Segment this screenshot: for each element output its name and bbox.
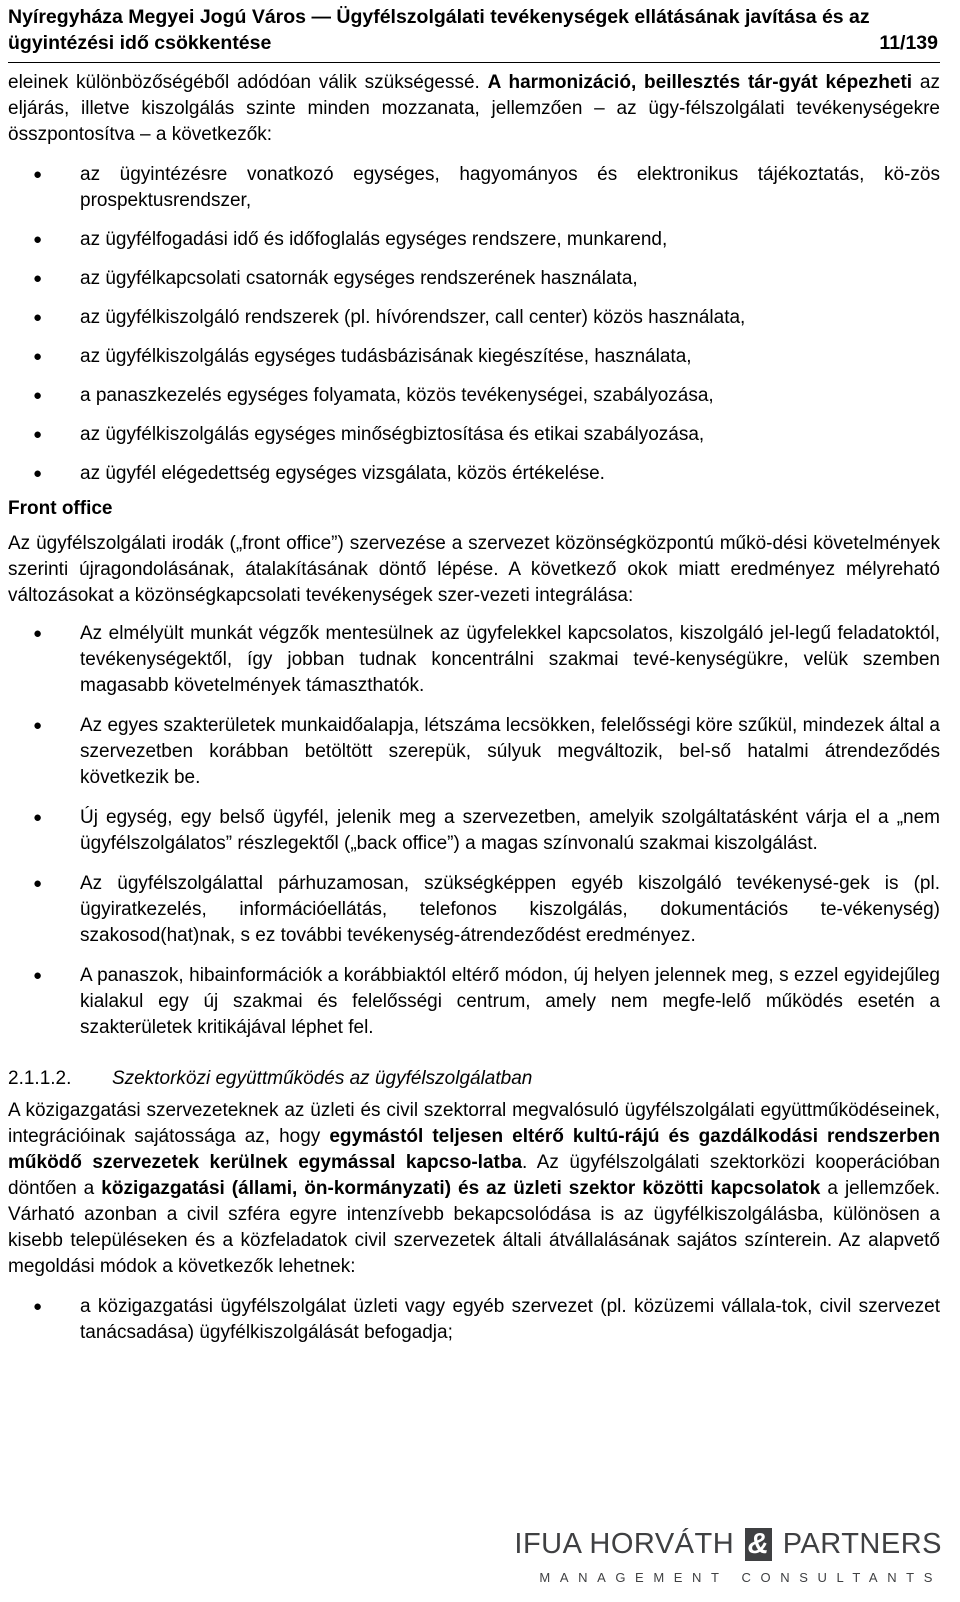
list-item-text: az ügyfélkapcsolati csatornák egységes rendszerének használata, <box>80 268 638 289</box>
list-item <box>8 621 940 699</box>
subsection-text-2: . Az ügyfélszolgálati szektorközi kooperációban döntően a <box>8 1152 940 1199</box>
subsection-number: 2.1.1.2. <box>8 1068 72 1089</box>
bullet-icon: ● <box>33 270 43 287</box>
list-item <box>8 162 940 214</box>
logo-ampersand: & <box>745 1528 772 1561</box>
bullet-icon: ● <box>33 426 43 443</box>
subsection-heading <box>8 1066 940 1092</box>
list-item-text: a közigazgatási ügyfélszolgálat üzleti vagy egyéb szervezet (pl. közüzemi vállala-tok, civil szervezet tanácsadása) ügyfélkiszolgálását befogadja; <box>80 1296 940 1343</box>
list-item <box>8 805 940 857</box>
bullet-icon: ● <box>33 387 43 404</box>
intro-bold-text: A harmonizáció, beillesztés tár-gyát képezheti <box>487 72 913 93</box>
list-item <box>8 305 940 331</box>
header-title-line-2: ügyintézési idő csökkentése <box>8 32 272 54</box>
logo-name-part-1: IFUA HORVÁTH <box>514 1528 735 1560</box>
logo-tagline: MANAGEMENT CONSULTANTS <box>539 1570 942 1585</box>
list-item-text: Az ügyfélszolgálattal párhuzamosan, szükségképpen egyéb kiszolgáló tevékenysé-gek is (pl. ügyiratkezelés, információellátás, telefonos kiszolgálás, dokumentációs te-vékenység) szakosod(hat)nak, s ez további tevékenység-átrendeződést eredményez. <box>80 873 940 946</box>
subsection-bold-2: közigazgatási (állami, ön-kormányzati) és az üzleti szektor közötti kapcsolatok <box>101 1178 821 1199</box>
bullet-icon: ● <box>33 309 43 326</box>
subsection-text-3: a jellemzőek. Várható azonban a civil szféra egyre intenzívebb bekapcsolódása is az ügyfélkiszolgálásba, különösen a kisebb településeken és a közfeladatok civil szervezetek általi átvállalásának sajátos színterein. Az alapvető megoldási módok a következők lehetnek: <box>8 1178 940 1277</box>
list-item <box>8 713 940 791</box>
header-title-line-1: Nyíregyháza Megyei Jogú Város — Ügyfélszolgálati tevékenységek ellátásának javítása és az <box>8 6 870 28</box>
list-item <box>8 422 940 448</box>
intro-text-2: az eljárás, illetve kiszolgálás szinte minden mozzanata, jellemzően – az ügy-félszolgálati tevékenységekre összpontosítva – a következők: <box>8 72 940 145</box>
intro-text-1: eleinek különbözőségéből adódóan válik szükségessé. <box>8 72 488 93</box>
list-item-text: A panaszok, hibainformációk a korábbiaktól eltérő módon, új helyen jelennek meg, s ezzel egyidejűleg kialakul egy új szakmai és felelősségi centrum, amely nem megfe-lelő működés esetén a szakterületek kritikájával léphet fel. <box>80 965 940 1038</box>
page-body <box>8 70 940 1346</box>
list-item-text: az ügyfélkiszolgáló rendszerek (pl. hívórendszer, call center) közös használata, <box>80 307 746 328</box>
page-header <box>8 4 940 63</box>
list-item <box>8 266 940 292</box>
list-item <box>8 461 940 487</box>
list-item <box>8 383 940 409</box>
bullet-icon: ● <box>33 967 43 984</box>
list-item-text: az ügyfél elégedettség egységes vizsgálata, közös értékelése. <box>80 463 605 484</box>
list-item-text: a panaszkezelés egységes folyamata, közös tevékenységei, szabályozása, <box>80 385 714 406</box>
list-item <box>8 227 940 253</box>
list-item-text: az ügyfélkiszolgálás egységes minőségbiztosítása és etikai szabályozása, <box>80 424 705 445</box>
bullet-icon: ● <box>33 809 43 826</box>
front-office-paragraph: Az ügyfélszolgálati irodák („front office”) szervezése a szervezet közönségközpontú műkö-dési követelmények szerinti újragondolásának, átalakításának döntő lépése. A következő okok miatt eredményez mélyreható változásokat a közönségkapcsolati tevékenységek szer-vezeti integrálása: <box>8 533 940 606</box>
bullet-icon: ● <box>33 875 43 892</box>
logo-wordmark <box>514 1528 942 1561</box>
list-item-text: Az elmélyült munkát végzők mentesülnek az ügyfelekkel kapcsolatos, kiszolgáló jel-legű feladatoktól, tevékenységektől, így jobban tudnak koncentrálni szakmai tevé-kenységükre, velük szemben magasabb követelmények támaszthatók. <box>80 623 940 696</box>
bullet-icon: ● <box>33 717 43 734</box>
logo-name-part-2: PARTNERS <box>782 1528 942 1560</box>
bullet-icon: ● <box>33 1298 43 1315</box>
intro-paragraph <box>8 70 940 148</box>
harmonization-list <box>8 162 940 487</box>
bullet-icon: ● <box>33 465 43 482</box>
list-item-text: Új egység, egy belső ügyfél, jelenik meg a szervezetben, amelyik szolgáltatásként várja el a „nem ügyfélszolgálatos” részlegektől („back office”) a magas színvonalú szakmai kiszolgálást. <box>80 807 940 854</box>
page-number: 11/139 <box>879 32 938 54</box>
list-item-text: az ügyintézésre vonatkozó egységes, hagyományos és elektronikus tájékoztatás, kö-zös prospektusrendszer, <box>80 164 940 211</box>
bullet-icon: ● <box>33 625 43 642</box>
front-office-heading: Front office <box>8 498 113 519</box>
list-item <box>8 871 940 949</box>
company-logo <box>514 1528 942 1602</box>
bullet-icon: ● <box>33 348 43 365</box>
list-item <box>8 1294 940 1346</box>
list-item-text: az ügyfélfogadási idő és időfoglalás egységes rendszere, munkarend, <box>80 229 668 250</box>
front-office-reasons-list <box>8 621 940 1041</box>
subsection-text-1: A közigazgatási szervezeteknek az üzleti és civil szektorral megvalósuló ügyfélszolgálati együttműködéseinek, integrációinak sajátossága az, hogy <box>8 1100 940 1147</box>
subsection-title: Szektorközi együttműködés az ügyfélszolgálatban <box>112 1068 533 1089</box>
list-item <box>8 344 940 370</box>
solution-modes-list <box>8 1294 940 1346</box>
subsection-paragraph <box>8 1098 940 1280</box>
bullet-icon: ● <box>33 231 43 248</box>
list-item-text: Az egyes szakterületek munkaidőalapja, létszáma lecsökken, felelősségi köre szűkül, mindezek által a szervezetben korábban betöltött szerepük, súlyuk megváltozik, bel-ső hatalmi átrendeződés következik be. <box>80 715 940 788</box>
list-item-text: az ügyfélkiszolgálás egységes tudásbázisának kiegészítése, használata, <box>80 346 692 367</box>
subsection-bold-1: egymástól teljesen eltérő kultú-rájú és gazdálkodási rendszerben működő szervezetek kerülnek egymással kapcso-latba <box>8 1126 940 1173</box>
bullet-icon: ● <box>33 166 43 183</box>
list-item <box>8 963 940 1041</box>
